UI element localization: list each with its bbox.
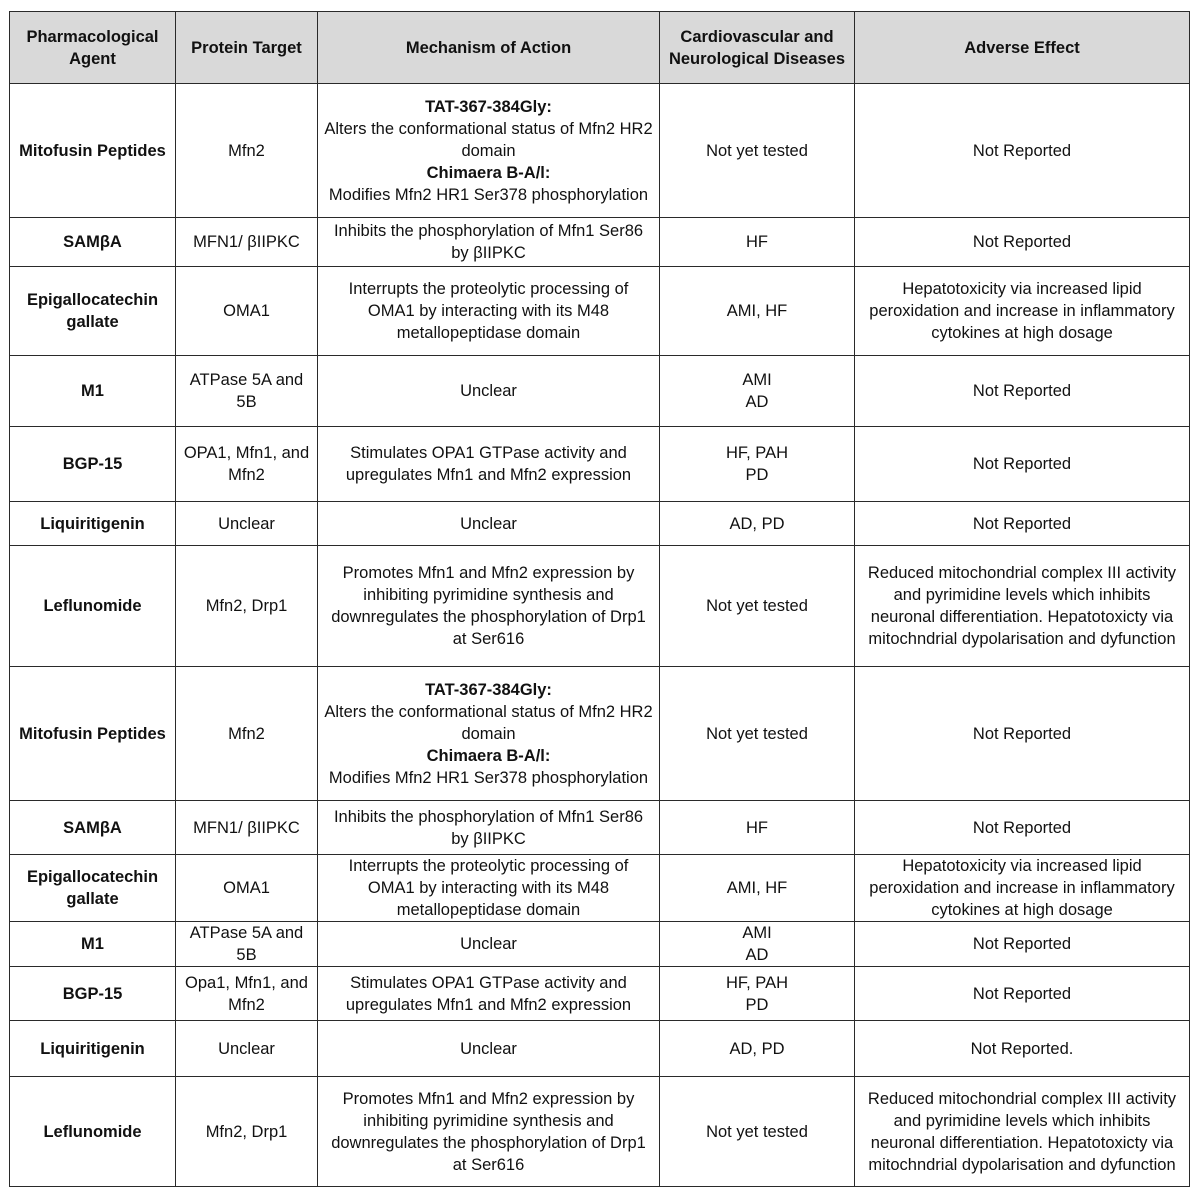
agent-cell: Epigallocatechin gallate (10, 267, 176, 356)
mechanism-cell (318, 356, 660, 427)
adverse-cell: Not Reported (855, 356, 1190, 427)
target-cell: OMA1 (176, 267, 318, 356)
mechanism-cell (318, 502, 660, 546)
disease-line: AD, PD (729, 514, 785, 533)
mechanism-cell (318, 667, 660, 801)
diseases-cell (660, 1077, 855, 1187)
header-agent: Pharmacological Agent (10, 12, 176, 84)
mechanism-cell (318, 855, 660, 922)
agent-cell: Liquiritigenin (10, 1021, 176, 1077)
target-cell: Mfn2 (176, 667, 318, 801)
target-cell: Mfn2 (176, 84, 318, 218)
table-row (10, 218, 1190, 267)
disease-line: AD, PD (729, 1039, 785, 1058)
agent-cell: Mitofusin Peptides (10, 667, 176, 801)
table-row (10, 84, 1190, 218)
target-cell: OMA1 (176, 855, 318, 922)
header-row (10, 12, 1190, 84)
disease-line: Not yet tested (706, 724, 808, 743)
table-header (10, 12, 1190, 84)
adverse-cell: Not Reported (855, 218, 1190, 267)
adverse-cell: Not Reported (855, 967, 1190, 1021)
mechanism-line: Unclear (460, 935, 517, 953)
disease-line: AMI, HF (726, 879, 788, 897)
adverse-cell: Hepatotoxicity via increased lipid peroxidation and increase in inflammatory cytokines at high dosage (855, 267, 1190, 356)
table-row (10, 855, 1190, 922)
table-body (10, 84, 1190, 1187)
mechanism-cell (318, 1077, 660, 1187)
table-row (10, 1021, 1190, 1077)
agent-cell: M1 (10, 356, 176, 427)
target-cell: OPA1, Mfn1, and Mfn2 (176, 427, 318, 502)
adverse-cell: Not Reported (855, 801, 1190, 855)
agent-cell: Liquiritigenin (10, 502, 176, 546)
diseases-cell (660, 967, 855, 1021)
header-mechanism: Mechanism of Action (318, 12, 660, 84)
table-row (10, 546, 1190, 667)
mechanism-cell (318, 546, 660, 667)
target-cell: MFN1/ βIIPKC (176, 801, 318, 855)
table-row (10, 356, 1190, 427)
diseases-cell (660, 546, 855, 667)
mechanism-line: Stimulates OPA1 GTPase activity and upregulates Mfn1 and Mfn2 expression (345, 973, 632, 1014)
disease-line: HF, PAH (725, 444, 789, 462)
disease-line: HF (746, 233, 768, 251)
target-cell: ATPase 5A and 5B (176, 356, 318, 427)
adverse-cell: Not Reported. (855, 1021, 1190, 1077)
diseases-cell (660, 427, 855, 502)
mechanism-cell (318, 427, 660, 502)
mechanism-line: Modifies Mfn2 HR1 Ser378 phosphorylation (328, 768, 649, 787)
mechanism-line: TAT-367-384Gly: (425, 97, 552, 116)
disease-line: AMI (742, 371, 772, 389)
table-row (10, 667, 1190, 801)
adverse-cell: Not Reported (855, 667, 1190, 801)
header-target: Protein Target (176, 12, 318, 84)
mechanism-cell (318, 801, 660, 855)
mechanism-line: Modifies Mfn2 HR1 Ser378 phosphorylation (328, 185, 649, 204)
agent-cell: Leflunomide (10, 546, 176, 667)
target-cell: MFN1/ βIIPKC (176, 218, 318, 267)
target-cell: Unclear (176, 502, 318, 546)
adverse-cell: Hepatotoxicity via increased lipid peroxidation and increase in inflammatory cytokines at high dosage (855, 855, 1190, 922)
mechanism-line: Chimaera B-A/l: (426, 746, 551, 765)
target-cell: Opa1, Mfn1, and Mfn2 (176, 967, 318, 1021)
table-row (10, 967, 1190, 1021)
mechanism-line: Interrupts the proteolytic processing of OMA1 by interacting with its M48 metallopeptidase domain (348, 280, 629, 342)
diseases-cell (660, 267, 855, 356)
mechanism-line: Alters the conformational status of Mfn2 HR2 domain (324, 119, 653, 160)
table-row (10, 922, 1190, 967)
disease-line: Not yet tested (706, 1122, 808, 1141)
target-cell: ATPase 5A and 5B (176, 922, 318, 967)
diseases-cell (660, 218, 855, 267)
mechanism-cell (318, 267, 660, 356)
agent-cell: Epigallocatechin gallate (10, 855, 176, 922)
mechanism-line: Unclear (460, 382, 517, 400)
adverse-cell: Reduced mitochondrial complex III activity and pyrimidine levels which inhibits neuronal differentiation. Hepatotoxicty via mitochndrial dypolarisation and dyfunction (855, 546, 1190, 667)
table-row (10, 427, 1190, 502)
table-row (10, 502, 1190, 546)
agent-cell: M1 (10, 922, 176, 967)
diseases-cell (660, 84, 855, 218)
agent-cell: Mitofusin Peptides (10, 84, 176, 218)
mechanism-line: Inhibits the phosphorylation of Mfn1 Ser86 by βIIPKC (333, 222, 644, 262)
agent-cell: BGP-15 (10, 967, 176, 1021)
adverse-cell: Not Reported (855, 502, 1190, 546)
diseases-cell (660, 502, 855, 546)
disease-line: Not yet tested (706, 597, 808, 615)
header-diseases: Cardiovascular and Neurological Diseases (660, 12, 855, 84)
header-adverse: Adverse Effect (855, 12, 1190, 84)
mechanism-line: Chimaera B-A/l: (426, 163, 551, 182)
mechanism-cell (318, 922, 660, 967)
mechanism-line: Unclear (460, 1039, 517, 1058)
table-row (10, 1077, 1190, 1187)
mechanism-line: Stimulates OPA1 GTPase activity and upregulates Mfn1 and Mfn2 expression (345, 444, 632, 484)
agent-cell: SAMβA (10, 218, 176, 267)
diseases-cell (660, 922, 855, 967)
agent-cell: SAMβA (10, 801, 176, 855)
diseases-cell (660, 855, 855, 922)
mechanism-line: TAT-367-384Gly: (425, 680, 552, 699)
adverse-cell: Not Reported (855, 427, 1190, 502)
target-cell: Mfn2, Drp1 (176, 1077, 318, 1187)
disease-line: AD (745, 946, 769, 964)
disease-line: AMI, HF (726, 302, 788, 320)
mechanism-line: Unclear (460, 514, 517, 533)
mechanism-line: Inhibits the phosphorylation of Mfn1 Ser86 by βIIPKC (333, 807, 644, 848)
table-row (10, 267, 1190, 356)
disease-line: HF (746, 818, 768, 837)
mechanism-line: Promotes Mfn1 and Mfn2 expression by inhibiting pyrimidine synthesis and downregulates the phosphorylation of Drp1 at Ser616 (331, 1089, 646, 1174)
disease-line: AMI (742, 924, 772, 942)
agent-cell: BGP-15 (10, 427, 176, 502)
table-row (10, 801, 1190, 855)
diseases-cell (660, 667, 855, 801)
target-cell: Mfn2, Drp1 (176, 546, 318, 667)
mechanism-line: Alters the conformational status of Mfn2 HR2 domain (324, 702, 653, 743)
disease-line: AD (745, 393, 769, 411)
mechanism-line: Promotes Mfn1 and Mfn2 expression by inhibiting pyrimidine synthesis and downregulates the phosphorylation of Drp1 at Ser616 (331, 564, 646, 648)
mechanism-cell (318, 967, 660, 1021)
disease-line: HF, PAH (725, 973, 789, 992)
target-cell: Unclear (176, 1021, 318, 1077)
adverse-cell: Not Reported (855, 84, 1190, 218)
diseases-cell (660, 801, 855, 855)
disease-line: PD (745, 466, 769, 484)
mechanism-cell (318, 1021, 660, 1077)
agent-cell: Leflunomide (10, 1077, 176, 1187)
disease-line: Not yet tested (706, 141, 808, 160)
mechanism-line: Interrupts the proteolytic processing of OMA1 by interacting with its M48 metallopeptidase domain (348, 857, 629, 919)
diseases-cell (660, 1021, 855, 1077)
agents-table (9, 11, 1190, 1187)
mechanism-cell (318, 84, 660, 218)
adverse-cell: Not Reported (855, 922, 1190, 967)
adverse-cell: Reduced mitochondrial complex III activity and pyrimidine levels which inhibits neuronal differentiation. Hepatotoxicty via mitochndrial dypolarisation and dyfunction (855, 1077, 1190, 1187)
diseases-cell (660, 356, 855, 427)
mechanism-cell (318, 218, 660, 267)
disease-line: PD (745, 995, 769, 1014)
